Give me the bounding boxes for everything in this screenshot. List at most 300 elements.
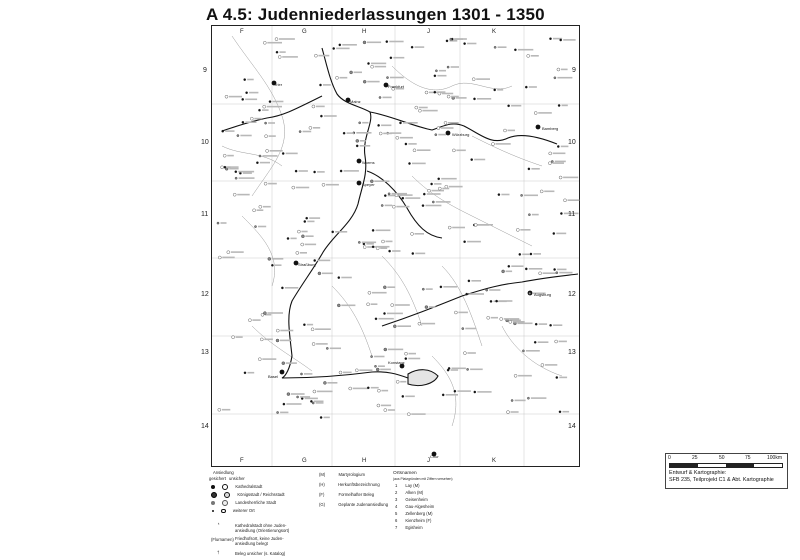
place-name-placeholder: [531, 55, 539, 57]
place-name-placeholder: [300, 396, 310, 398]
place-name-placeholder: [318, 55, 329, 57]
place-name-placeholder: [341, 277, 352, 279]
code-g: (G): [319, 502, 326, 507]
place-name-placeholder: [465, 328, 476, 330]
place-name-placeholder: [415, 46, 425, 48]
scale-tick-25: 25: [692, 455, 698, 461]
place-name-placeholder: [376, 230, 391, 232]
place-name-placeholder: [307, 324, 313, 326]
settlement-marker: [368, 291, 371, 294]
settlement-marker: [525, 268, 527, 270]
settlement-marker: [381, 204, 383, 206]
place-frankfurt: Frankfurt: [388, 84, 405, 89]
place-name-placeholder: [397, 325, 411, 327]
place-name-placeholder: [317, 391, 333, 393]
place-name-placeholder: [347, 132, 355, 134]
settlement-marker: [514, 374, 517, 377]
place-name-placeholder: [449, 186, 463, 188]
place-chur: Chur: [430, 454, 439, 459]
settlement-marker: [377, 389, 380, 392]
settlement-marker: [448, 226, 451, 229]
place-name-placeholder: [353, 388, 368, 390]
settlement-marker: [266, 149, 269, 152]
settlement-marker: [560, 39, 562, 41]
settlement-marker: [379, 96, 381, 98]
settlement-marker: [300, 373, 302, 375]
settlement-marker: [303, 324, 305, 326]
place-name-placeholder: [471, 280, 481, 282]
row-label-9-right: 9: [572, 67, 576, 74]
settlement-marker: [428, 189, 431, 192]
place-name-placeholder: [496, 143, 511, 145]
row-label-10: 10: [201, 139, 209, 146]
row-label-11: 11: [201, 211, 209, 218]
settlement-marker: [388, 193, 390, 195]
settlement-marker: [490, 300, 492, 302]
place-name-placeholder: [392, 250, 400, 252]
place-name-placeholder: [392, 193, 407, 195]
place-name-placeholder: [237, 194, 250, 196]
place-name-placeholder: [553, 153, 566, 155]
settlement-marker: [242, 98, 244, 100]
settlement-marker: [431, 183, 433, 185]
settlement-marker: [432, 201, 434, 203]
major-settlement-marker: [357, 159, 362, 164]
settlement-marker: [318, 272, 321, 275]
place-name-placeholder: [383, 133, 392, 135]
settlement-marker: [336, 76, 339, 79]
settlement-marker: [474, 223, 477, 226]
settlement-marker: [363, 41, 366, 44]
settlement-marker: [349, 387, 352, 390]
settlement-marker: [271, 264, 273, 266]
legend-row-other: [212, 508, 255, 513]
place-name-placeholder: [267, 106, 282, 108]
legend-header-unsicher: unsicher: [229, 476, 245, 481]
place-name-placeholder: [408, 358, 420, 360]
settlement-marker: [504, 129, 507, 132]
numbered-place-num: 6: [395, 518, 398, 523]
place-name-placeholder: [317, 171, 325, 173]
settlement-marker: [468, 280, 470, 282]
place-name-placeholder: [381, 405, 391, 407]
place-name-placeholder: [305, 235, 313, 237]
settlement-marker: [227, 251, 230, 254]
settlement-marker: [356, 139, 359, 142]
settlement-marker: [319, 84, 321, 86]
place-name-placeholder: [291, 393, 305, 395]
settlement-marker: [222, 130, 224, 132]
place-name-placeholder: [437, 75, 446, 77]
place-name-placeholder: [291, 238, 297, 240]
settlement-marker: [472, 78, 475, 81]
settlement-marker: [282, 362, 285, 365]
settlement-marker: [223, 154, 226, 157]
place-name-placeholder: [330, 348, 341, 350]
settlement-marker: [494, 46, 496, 48]
row-label-13-right: 13: [568, 349, 576, 356]
place-name-placeholder: [408, 143, 416, 145]
place-name-placeholder: [555, 161, 566, 163]
settlement-marker: [486, 289, 488, 291]
place-name-placeholder: [378, 365, 385, 367]
settlement-marker: [548, 162, 551, 165]
settlement-markers: [217, 38, 579, 457]
settlement-marker: [371, 356, 373, 358]
col-label-h: H: [362, 29, 367, 35]
legend-row-cathedral: [211, 484, 262, 490]
settlement-marker: [540, 190, 543, 193]
settlement-marker: [265, 122, 267, 124]
royal-symbol-icon: [211, 492, 217, 498]
ortsnamen-subtitle: (aus Platzgründen mit Ziffern versehen): [393, 477, 453, 481]
place-name-placeholder: [258, 226, 266, 228]
place-name-placeholder: [389, 41, 403, 43]
place-wuerzburg: Würzburg: [452, 132, 470, 137]
major-settlement-marker: [446, 131, 451, 136]
settlement-marker: [386, 77, 388, 79]
place-name-placeholder: [327, 382, 337, 384]
place-name-placeholder: [458, 312, 468, 314]
place-name-placeholder: [427, 193, 441, 195]
settlement-marker: [372, 229, 374, 231]
settlement-marker: [363, 243, 365, 245]
settlement-marker: [292, 186, 295, 189]
settlement-marker: [442, 394, 444, 396]
place-name-placeholder: [371, 387, 379, 389]
numbered-place-name: Gau-Algesheim: [405, 504, 435, 509]
settlement-marker: [447, 66, 449, 68]
place-name-placeholder: [467, 352, 476, 354]
place-name-placeholder: [322, 273, 333, 275]
place-name-placeholder: [324, 417, 330, 419]
place-name-placeholder: [522, 254, 530, 256]
settlement-marker: [559, 176, 562, 179]
place-name-placeholder: [563, 411, 570, 413]
numbered-place-item: [395, 518, 431, 523]
royal-uncertain-icon: [224, 492, 230, 498]
place-name-placeholder: [559, 272, 572, 274]
place-name-placeholder: [400, 381, 406, 383]
settlement-marker: [411, 46, 413, 48]
place-name-placeholder: [379, 318, 394, 320]
settlement-marker: [276, 339, 279, 342]
cathedral-uncertain-icon: [222, 484, 228, 490]
place-name-placeholder: [405, 396, 415, 398]
settlement-marker: [405, 358, 407, 360]
settlement-marker: [263, 312, 266, 315]
settlement-marker: [376, 368, 379, 371]
place-name-placeholder: [236, 336, 243, 338]
legend-code-f: [319, 492, 374, 497]
legend-header-top: Ansiedlung: [213, 470, 234, 475]
place-name-placeholder: [497, 89, 503, 91]
settlement-marker: [268, 257, 271, 260]
place-name-placeholder: [367, 246, 376, 248]
place-name-placeholder: [417, 149, 431, 151]
place-name-placeholder: [529, 268, 543, 270]
place-name-placeholder: [538, 341, 549, 343]
place-name-placeholder: [229, 96, 242, 98]
scale-tick-0: 0: [668, 455, 671, 461]
numbered-place-num: 5: [395, 511, 398, 516]
settlement-marker: [320, 416, 322, 418]
place-name-placeholder: [239, 177, 255, 179]
code-f: (F): [319, 492, 325, 497]
settlement-marker: [264, 182, 267, 185]
settlement-marker: [314, 171, 316, 173]
settlement-marker: [407, 413, 410, 416]
settlement-marker: [258, 109, 260, 111]
settlement-marker: [269, 101, 271, 103]
place-name-placeholder: [257, 209, 264, 211]
place-name-placeholder: [354, 72, 362, 74]
numbered-place-num: 2: [395, 490, 398, 495]
scale-tick-100: 100km: [767, 455, 783, 461]
settlement-marker: [396, 380, 399, 383]
scale-bar: [669, 463, 783, 468]
settlement-marker: [541, 364, 544, 367]
place-name-placeholder: [426, 205, 442, 207]
settlement-marker: [529, 292, 531, 294]
settlement-marker: [528, 168, 530, 170]
place-name-placeholder: [248, 372, 255, 374]
place-name-placeholder: [307, 221, 314, 223]
numbered-place-item: [395, 504, 434, 509]
place-name-placeholder: [243, 172, 252, 174]
place-name-placeholder: [342, 44, 357, 46]
settlement-marker: [265, 135, 268, 138]
settlement-marker: [339, 371, 342, 374]
major-settlement-marker: [357, 181, 362, 186]
place-name-placeholder: [268, 183, 277, 185]
legend-bishop-note-1: Kathedralstadt ohne Juden-: [235, 523, 287, 528]
place-name-placeholder: [533, 253, 541, 255]
settlement-marker: [516, 228, 519, 231]
place-name-placeholder: [453, 38, 463, 40]
settlement-marker: [378, 124, 380, 126]
place-name-placeholder: [324, 115, 337, 117]
place-name-placeholder: [376, 246, 390, 248]
place-name-placeholder: [439, 70, 446, 72]
place-name-placeholder: [419, 107, 428, 109]
place-name-placeholder: [426, 288, 433, 290]
settlement-marker: [437, 127, 440, 130]
place-name-placeholder: [506, 271, 512, 273]
settlement-marker: [498, 194, 500, 196]
settlement-marker: [374, 365, 376, 367]
place-name-placeholder: [335, 231, 347, 233]
settlement-marker: [297, 230, 300, 233]
secondary-rivers: [222, 36, 562, 426]
place-name-placeholder: [531, 397, 547, 399]
settlement-marker: [509, 320, 512, 323]
numbered-place-num: 4: [395, 504, 398, 509]
settlement-marker: [549, 152, 552, 155]
place-name-placeholder: [456, 150, 465, 152]
place-name-placeholder: [286, 403, 301, 405]
settlement-marker: [551, 160, 553, 162]
place-name-placeholder: [432, 190, 445, 192]
settlement-marker: [306, 217, 308, 219]
place-name-placeholder: [323, 84, 331, 86]
code-g-label: Geplante Judenansiedlung: [338, 502, 389, 507]
scale-tick-50: 50: [719, 455, 725, 461]
place-name-placeholder: [280, 340, 292, 342]
place-name-placeholder: [467, 241, 481, 243]
settlement-marker: [408, 162, 410, 164]
place-name-placeholder: [559, 377, 567, 379]
place-name-placeholder: [316, 402, 324, 404]
settlement-marker: [367, 303, 370, 306]
settlement-marker: [322, 183, 325, 186]
place-name-placeholder: [399, 194, 413, 196]
settlement-marker: [405, 352, 408, 355]
place-name-placeholder: [227, 166, 238, 168]
place-name-placeholder: [362, 122, 368, 124]
place-name-placeholder: [470, 369, 483, 371]
place-name-placeholder: [415, 233, 425, 235]
settlement-marker: [244, 372, 246, 374]
settlement-marker: [233, 193, 236, 196]
place-name-placeholder: [434, 183, 441, 185]
settlement-marker: [340, 170, 342, 172]
settlement-marker: [386, 41, 388, 43]
place-name-placeholder: [442, 188, 449, 190]
legend-bracket-symbol: †: [217, 550, 220, 555]
place-name-placeholder: [263, 155, 278, 157]
place-name-placeholder: [240, 135, 251, 137]
settlement-marker: [309, 126, 312, 129]
danube-river: [382, 274, 578, 326]
settlement-marker: [390, 57, 392, 59]
legend-flurnamen-1: Friedhofsort, keine Juden-: [235, 536, 284, 541]
place-name-placeholder: [222, 257, 234, 259]
settlement-marker: [235, 177, 237, 179]
place-name-placeholder: [367, 42, 381, 44]
place-name-placeholder: [374, 180, 389, 182]
numbered-place-name: Egisheim: [405, 525, 423, 530]
place-augsburg: Augsburg: [534, 292, 552, 297]
settlement-marker: [326, 347, 328, 349]
place-name-placeholder: [452, 368, 466, 370]
settlement-marker: [232, 336, 235, 339]
place-name-placeholder: [305, 398, 318, 400]
numbered-place-name: Geisenheim: [405, 497, 428, 502]
place-name-placeholder: [388, 409, 395, 411]
place-name-placeholder: [380, 247, 387, 249]
settlement-marker: [539, 272, 542, 275]
row-label-10-right: 10: [568, 139, 576, 146]
settlement-marker: [276, 51, 278, 53]
place-name-placeholder: [529, 86, 537, 88]
place-name-placeholder: [225, 130, 234, 132]
settlement-marker: [527, 54, 530, 57]
legend-row-territorial: [211, 500, 276, 506]
place-name-placeholder: [344, 170, 359, 172]
place-name-placeholder: [375, 66, 387, 68]
place-name-placeholder: [422, 323, 435, 325]
settlement-marker: [514, 49, 516, 51]
place-name-placeholder: [557, 77, 572, 79]
place-name-placeholder: [501, 194, 509, 196]
place-name-placeholder: [552, 162, 564, 164]
place-name-placeholder: [260, 162, 270, 164]
settlement-marker: [312, 105, 315, 108]
place-name-placeholder: [229, 168, 238, 170]
place-name-placeholder: [511, 105, 521, 107]
place-name-placeholder: [238, 171, 254, 173]
settlement-marker: [282, 152, 284, 154]
settlement-marker: [359, 122, 361, 124]
numbered-place-item: [395, 497, 428, 502]
legend-bishop-note-2: ansiedlung (Orientierungsort): [235, 528, 290, 533]
territorial-symbol-icon: [211, 501, 215, 505]
place-name-placeholder: [252, 319, 260, 321]
settlement-marker: [323, 381, 326, 384]
place-name-placeholder: [498, 46, 507, 48]
place-name-placeholder: [524, 195, 538, 197]
settlement-marker: [343, 132, 345, 134]
legend-bracket-label: Beleg unsicher (s. Katalog): [235, 551, 286, 556]
place-name-placeholder: [393, 57, 404, 59]
place-name-placeholder: [559, 341, 567, 343]
settlement-marker: [248, 319, 251, 322]
place-name-placeholder: [386, 241, 393, 243]
legend-flurnamen-2: ansiedlung belegt: [235, 541, 268, 546]
place-name-placeholder: [272, 258, 284, 260]
place-name-placeholder: [474, 159, 485, 161]
settlement-marker: [399, 122, 401, 124]
settlement-marker: [260, 338, 263, 341]
place-name-placeholder: [562, 105, 568, 107]
place-name-placeholder: [477, 98, 491, 100]
settlement-marker: [277, 411, 279, 413]
col-label-h-bottom: H: [362, 458, 367, 464]
settlement-marker: [487, 316, 490, 319]
place-name-placeholder: [296, 187, 309, 189]
bishop-symbol-icon: ♁: [217, 521, 221, 526]
row-label-13: 13: [201, 349, 209, 356]
settlement-marker: [434, 75, 436, 77]
settlement-marker: [435, 134, 437, 136]
place-name-placeholder: [556, 233, 566, 235]
settlement-marker: [304, 220, 306, 222]
numbered-place-num: 1: [395, 483, 398, 488]
place-name-placeholder: [372, 292, 387, 294]
place-name-placeholder: [280, 330, 293, 332]
settlement-marker: [263, 41, 266, 44]
place-name-placeholder: [343, 372, 352, 374]
place-name-placeholder: [381, 390, 388, 392]
place-name-placeholder: [245, 99, 257, 101]
major-settlement-marker: [280, 370, 285, 375]
numbered-place-name: Lay (M): [405, 483, 420, 488]
place-name-placeholder: [561, 69, 568, 71]
place-name-placeholder: [504, 318, 520, 320]
settlement-marker: [372, 246, 374, 248]
place-name-placeholder: [286, 362, 297, 364]
legend-code-m: [319, 472, 365, 477]
settlement-marker: [254, 226, 256, 228]
settlement-marker: [474, 391, 476, 393]
place-name-placeholder: [282, 56, 298, 58]
settlement-marker: [301, 235, 304, 238]
numbered-place-name: Kienzheim (F): [405, 518, 432, 523]
settlement-marker: [525, 86, 527, 88]
settlement-marker: [278, 56, 281, 59]
settlement-marker: [224, 166, 226, 168]
